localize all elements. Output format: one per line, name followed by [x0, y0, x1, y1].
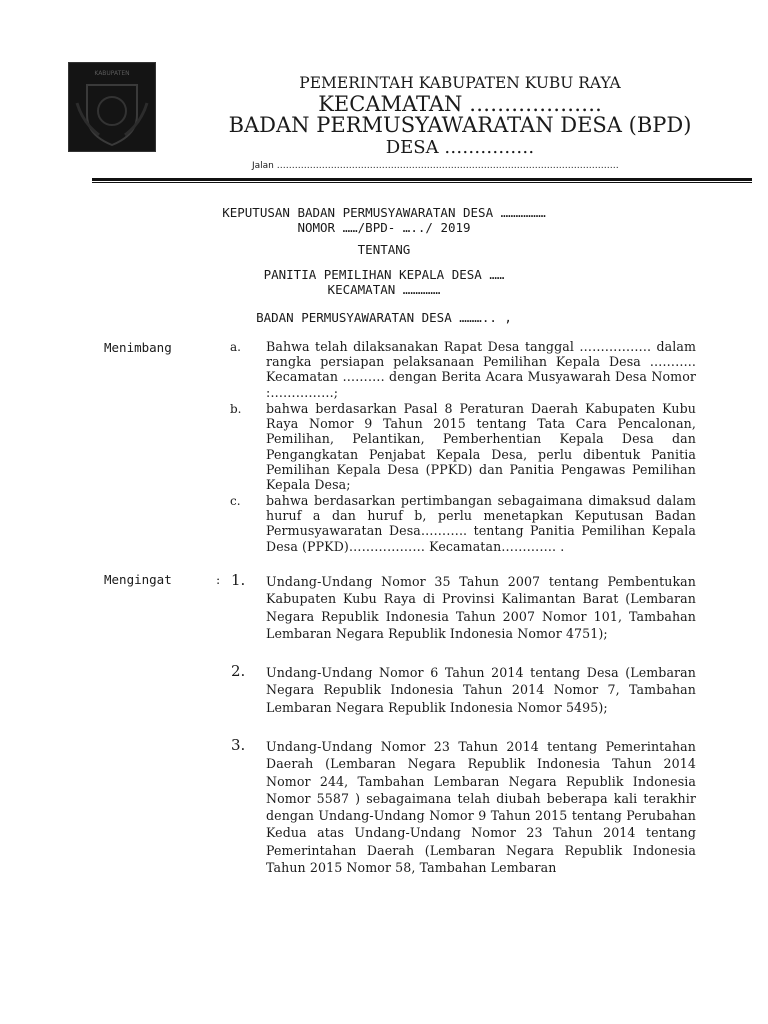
decree-subject-district: KECAMATAN ……………: [327, 282, 441, 297]
menimbang-item-b: bahwa berdasarkan Pasal 8 Peraturan Daerah Kabupaten Kubu Raya Nomor 9 Tahun 2015 tentang Tata Cara Pencalonan, Pemilihan, Pelantikan, Pemberhentian Kepala Desa dan Pengangkatan Penjabat Kepala Desa, perlu dibentuk Panitia Pemilihan Kepala Desa (PPKD) dan Panitia Pengawas Pemilihan Kepala Desa;: [266, 401, 696, 493]
header-address: Jalan ……………………………………………………………………………………………………: [252, 161, 619, 171]
header-divider-thick: [92, 178, 752, 181]
menimbang-item-c-mark: c.: [230, 494, 241, 508]
header-village: DESA ……………: [385, 137, 535, 158]
header-bpd: BADAN PERMUSYAWARATAN DESA (BPD): [228, 113, 692, 137]
menimbang-item-a-mark: a.: [230, 340, 241, 354]
menimbang-item-a: Bahwa telah dilaksanakan Rapat Desa tanggal …………….. dalam rangka persiapan pelaksanaan Pemilihan Kepala Desa ……….. Kecamatan ………. dengan Berita Acara Musyawarah Desa Nomor :……………;: [266, 339, 696, 400]
menimbang-item-b-mark: b.: [230, 402, 242, 416]
menimbang-label: Menimbang: [104, 340, 172, 355]
mengingat-label: Mengingat: [104, 572, 172, 587]
mengingat-colon: :: [216, 572, 221, 587]
menimbang-item-c: bahwa berdasarkan pertimbangan sebagaimana dimaksud dalam huruf a dan huruf b, perlu menetapkan Keputusan Badan Permusyawaratan Desa……….. tentang Panitia Pemilihan Kepala Desa (PPKD)……………… Kecamatan…………. .: [266, 493, 696, 554]
header-government: PEMERINTAH KABUPATEN KUBU RAYA: [299, 74, 621, 92]
header-divider-thin: [92, 182, 752, 183]
mengingat-item-1: Undang-Undang Nomor 35 Tahun 2007 tentang Pembentukan Kabupaten Kubu Raya di Provinsi Kalimantan Barat (Lembaran Negara Republik Indonesia Tahun 2007 Nomor 101, Tambahan Lembaran Negara Republik Indonesia Nomor 4751);: [266, 574, 696, 641]
mengingat-item-2-number: 2.: [231, 662, 246, 680]
emblem-text: KABUPATEN: [94, 70, 130, 77]
mengingat-item-1-number: 1.: [231, 571, 246, 589]
regency-emblem: [68, 62, 156, 152]
mengingat-item-2: Undang-Undang Nomor 6 Tahun 2014 tentang Desa (Lembaran Negara Republik Indonesia Tahun 2014 Nomor 7, Tambahan Lembaran Negara Republik Indonesia Nomor 5495);: [266, 665, 696, 715]
mengingat-item-3-number: 3.: [231, 736, 246, 754]
header-district: KECAMATAN ……………….: [318, 92, 602, 116]
decree-title: KEPUTUSAN BADAN PERMUSYAWARATAN DESA ………………: [222, 205, 546, 220]
emblem-icon: [69, 63, 155, 151]
decree-issuer: BADAN PERMUSYAWARATAN DESA ……….. ,: [256, 310, 512, 325]
decree-subject: PANITIA PEMILIHAN KEPALA DESA ……: [263, 267, 505, 282]
decree-number: NOMOR ……/BPD- …../ 2019: [297, 220, 471, 235]
decree-tentang: TENTANG: [357, 242, 411, 257]
mengingat-item-3: Undang-Undang Nomor 23 Tahun 2014 tentang Pemerintahan Daerah (Lembaran Negara Republik Indonesia Tahun 2014 Nomor 244, Tambahan Lembaran Negara Republik Indonesia Nomor 5587 ) sebagaimana telah diubah beberapa kali terakhir dengan Undang-Undang Nomor 9 Tahun 2015 tentang Perubahan Kedua atas Undang-Undang Nomor 23 Tahun 2014 tentang Pemerintahan Daerah (Lembaran Negara Republik Indonesia Tahun 2015 Nomor 58, Tambahan Lembaran: [266, 739, 696, 876]
